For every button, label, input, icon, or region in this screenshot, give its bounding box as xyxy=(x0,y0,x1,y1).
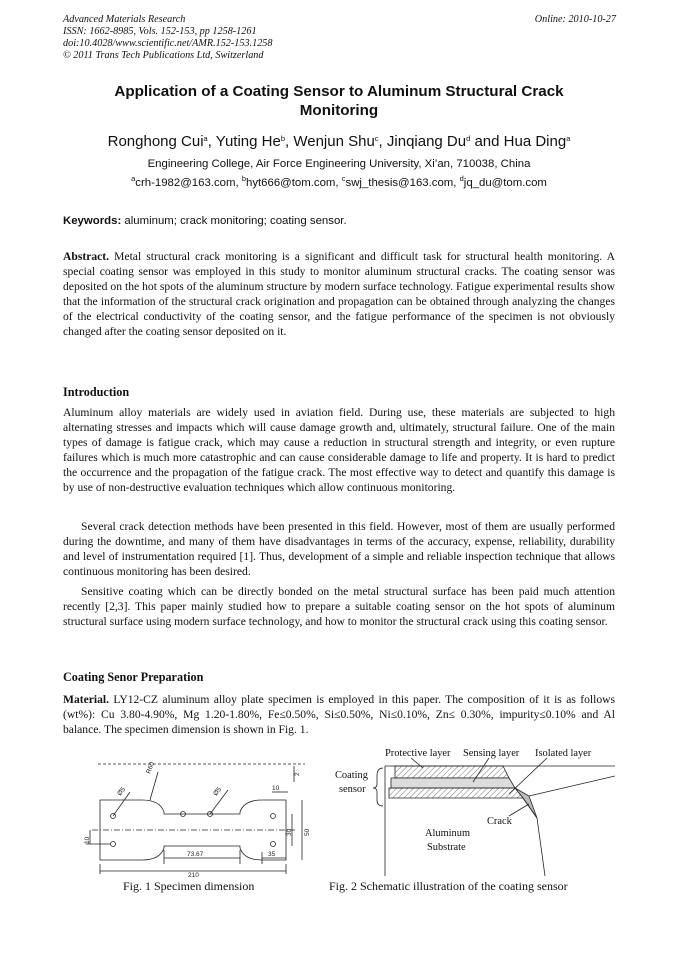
title-line-1: Application of a Coating Sensor to Aluminum Structural Crack xyxy=(114,83,564,100)
fig2-surface-line xyxy=(529,776,615,796)
email-link[interactable]: $^c$swj_thesis@163.com, xyxy=(341,174,460,189)
fig2-label-protective: Protective layer xyxy=(385,748,451,759)
fig2-label-sensing: Sensing layer xyxy=(463,748,520,759)
fig2-crack-edge xyxy=(537,818,545,876)
fig2-protective-layer xyxy=(395,766,509,778)
author-list xyxy=(63,133,615,150)
fig2-label-substrate: Substrate xyxy=(427,842,466,853)
fig1-label-35: 35 xyxy=(268,851,276,858)
title-line-2: Monitoring xyxy=(299,102,379,119)
fig2-isolated-layer xyxy=(389,788,523,798)
paper-title xyxy=(63,82,615,120)
fig2-leader xyxy=(509,804,529,816)
issn-line: ISSN: 1662-8985, Vols. 152-153, pp 1258-1261 xyxy=(63,26,257,37)
fig2-label-sensor: sensor xyxy=(339,784,366,795)
fig1-label-d5b: Ø5 xyxy=(212,786,224,798)
fig2-label-coating: Coating xyxy=(335,770,368,781)
abstract-label: Abstract. xyxy=(63,250,110,263)
online-date: Online: 2010-10-27 xyxy=(534,14,616,25)
fig1-specimen-drawing xyxy=(80,752,325,877)
intro-paragraph-2: Several crack detection methods have been presented in this field. However, most of them are usually performed during the downtime, and many of them have disadvantages in terms of the accuracy, expense, reliability, durability and level of instrumentation required [1]. Thus, development of a simple and reliable inspection technique that allows continuous monitoring has been desired. xyxy=(63,520,615,579)
email-list xyxy=(63,174,615,189)
fig1-hole xyxy=(271,814,276,819)
fig1-hole xyxy=(111,842,116,847)
fig1-label-r60: R60 xyxy=(145,761,156,775)
material-paragraph xyxy=(63,692,615,737)
abstract-text: Metal structural crack monitoring is a significant and difficult task for structural health monitoring. A special coating sensor was employed in this study to monitor aluminum structural cracks. The coating sensor was deposited on the hot spots of the aluminum structure by modern surface technology. Fatigue experimental results show that the information of the structural crack origination and propagation can be obtained through analyzing the changes of the electrical conductivity of the coating sensor, and the fatigue performance of the specimen is not obviously changed after the coating sensor deposited on it. xyxy=(63,250,615,339)
fig2-label-aluminum: Aluminum xyxy=(425,828,471,839)
doi-line: doi:10.4028/www.scientific.net/AMR.152-153.1258 xyxy=(63,38,273,49)
fig1-caption: Fig. 1 Specimen dimension xyxy=(123,879,255,893)
fig1-label-50: 50 xyxy=(304,828,311,836)
fig2-caption: Fig. 2 Schematic illustration of the coating sensor xyxy=(329,879,568,893)
fig1-label-7367: 73.67 xyxy=(187,851,204,858)
keywords-text: aluminum; crack monitoring; coating sensor. xyxy=(121,215,347,227)
fig2-brace xyxy=(373,768,383,806)
author: Yuting He$^b$, xyxy=(215,133,294,150)
fig2-leader xyxy=(509,758,547,794)
keywords xyxy=(63,215,347,227)
keywords-label: Keywords: xyxy=(63,215,122,227)
email-link[interactable]: $^b$hyt666@tom.com, xyxy=(241,174,342,189)
author: Ronghong Cui$^a$, xyxy=(107,133,216,150)
material-label: Material. xyxy=(63,693,110,706)
fig2-label-crack: Crack xyxy=(487,816,512,827)
abstract-paragraph xyxy=(63,249,615,340)
section-heading-coating: Coating Senor Preparation xyxy=(63,670,204,684)
fig1-label-210: 210 xyxy=(188,872,199,877)
intro-paragraph-3: Sensitive coating which can be directly bonded on the metal structural surface has been paid much attention recently [2,3]. This paper mainly studied how to prepare a suitable coating sensor on the hot spots of aluminum structural surface using modern surface technology, and how to monitor the structural crack using this coating sensor. xyxy=(63,585,615,629)
material-text: LY12-CZ aluminum alloy plate specimen is employed in this paper. The composition of it is as follows (wt%): Cu 3.80-4.90%, Mg 1.20-1.80%, Fe≤0.50%, Si≤0.50%, Ni≤0.10%, Zn≤ 0.30%, impurity≤0.10% and Al balance. The specimen dimension is shown in Fig. 1. xyxy=(63,693,615,737)
fig1-leader xyxy=(150,772,158,800)
fig1-label-d5a: Ø5 xyxy=(116,786,128,798)
fig2-sensing-layer xyxy=(391,778,515,788)
affiliation: Engineering College, Air Force Engineering University, Xi’an, 710038, China xyxy=(147,158,531,170)
fig1-label-2: 2 xyxy=(294,772,301,776)
fig1-label-30: 30 xyxy=(286,828,293,836)
journal-name: Advanced Materials Research xyxy=(63,14,186,25)
fig1-hole xyxy=(271,842,276,847)
email-link[interactable]: $^d$jq_du@tom.com xyxy=(459,174,547,189)
fig1-label-10: 10 xyxy=(272,785,280,792)
journal-header xyxy=(63,14,272,62)
email-link[interactable]: $^a$crh-1982@163.com, xyxy=(131,174,242,189)
fig2-label-isolated: Isolated layer xyxy=(535,748,592,759)
copyright-line: © 2011 Trans Tech Publications Ltd, Switzerland xyxy=(63,50,264,61)
intro-paragraph-1: Aluminum alloy materials are widely used in aviation field. During use, these materials are subjected to high alternating stresses and impacts which will cause damage growth and, ultimately, structural failure. One of the main types of damage is fatigue crack, which may cause a reduction in structural strength and integrity, or even rupture failures which is much more catastrophic and can cause considerable damage to life and property. It is hard to predict the occurrence and the propagation of the fatigue crack. The most effective way to detect and quantify this damage is by use of non-destructive evaluation techniques which allow continuous monitoring. xyxy=(63,406,615,495)
author: Hua Ding$^a$ xyxy=(503,133,571,150)
section-heading-introduction: Introduction xyxy=(63,385,130,399)
fig1-label-10b: 10 xyxy=(84,836,91,844)
author: Wenjun Shu$^c$, xyxy=(293,133,387,150)
author: Jinqiang Du$^d$ and xyxy=(386,133,504,150)
fig2-coating-schematic xyxy=(333,744,615,878)
